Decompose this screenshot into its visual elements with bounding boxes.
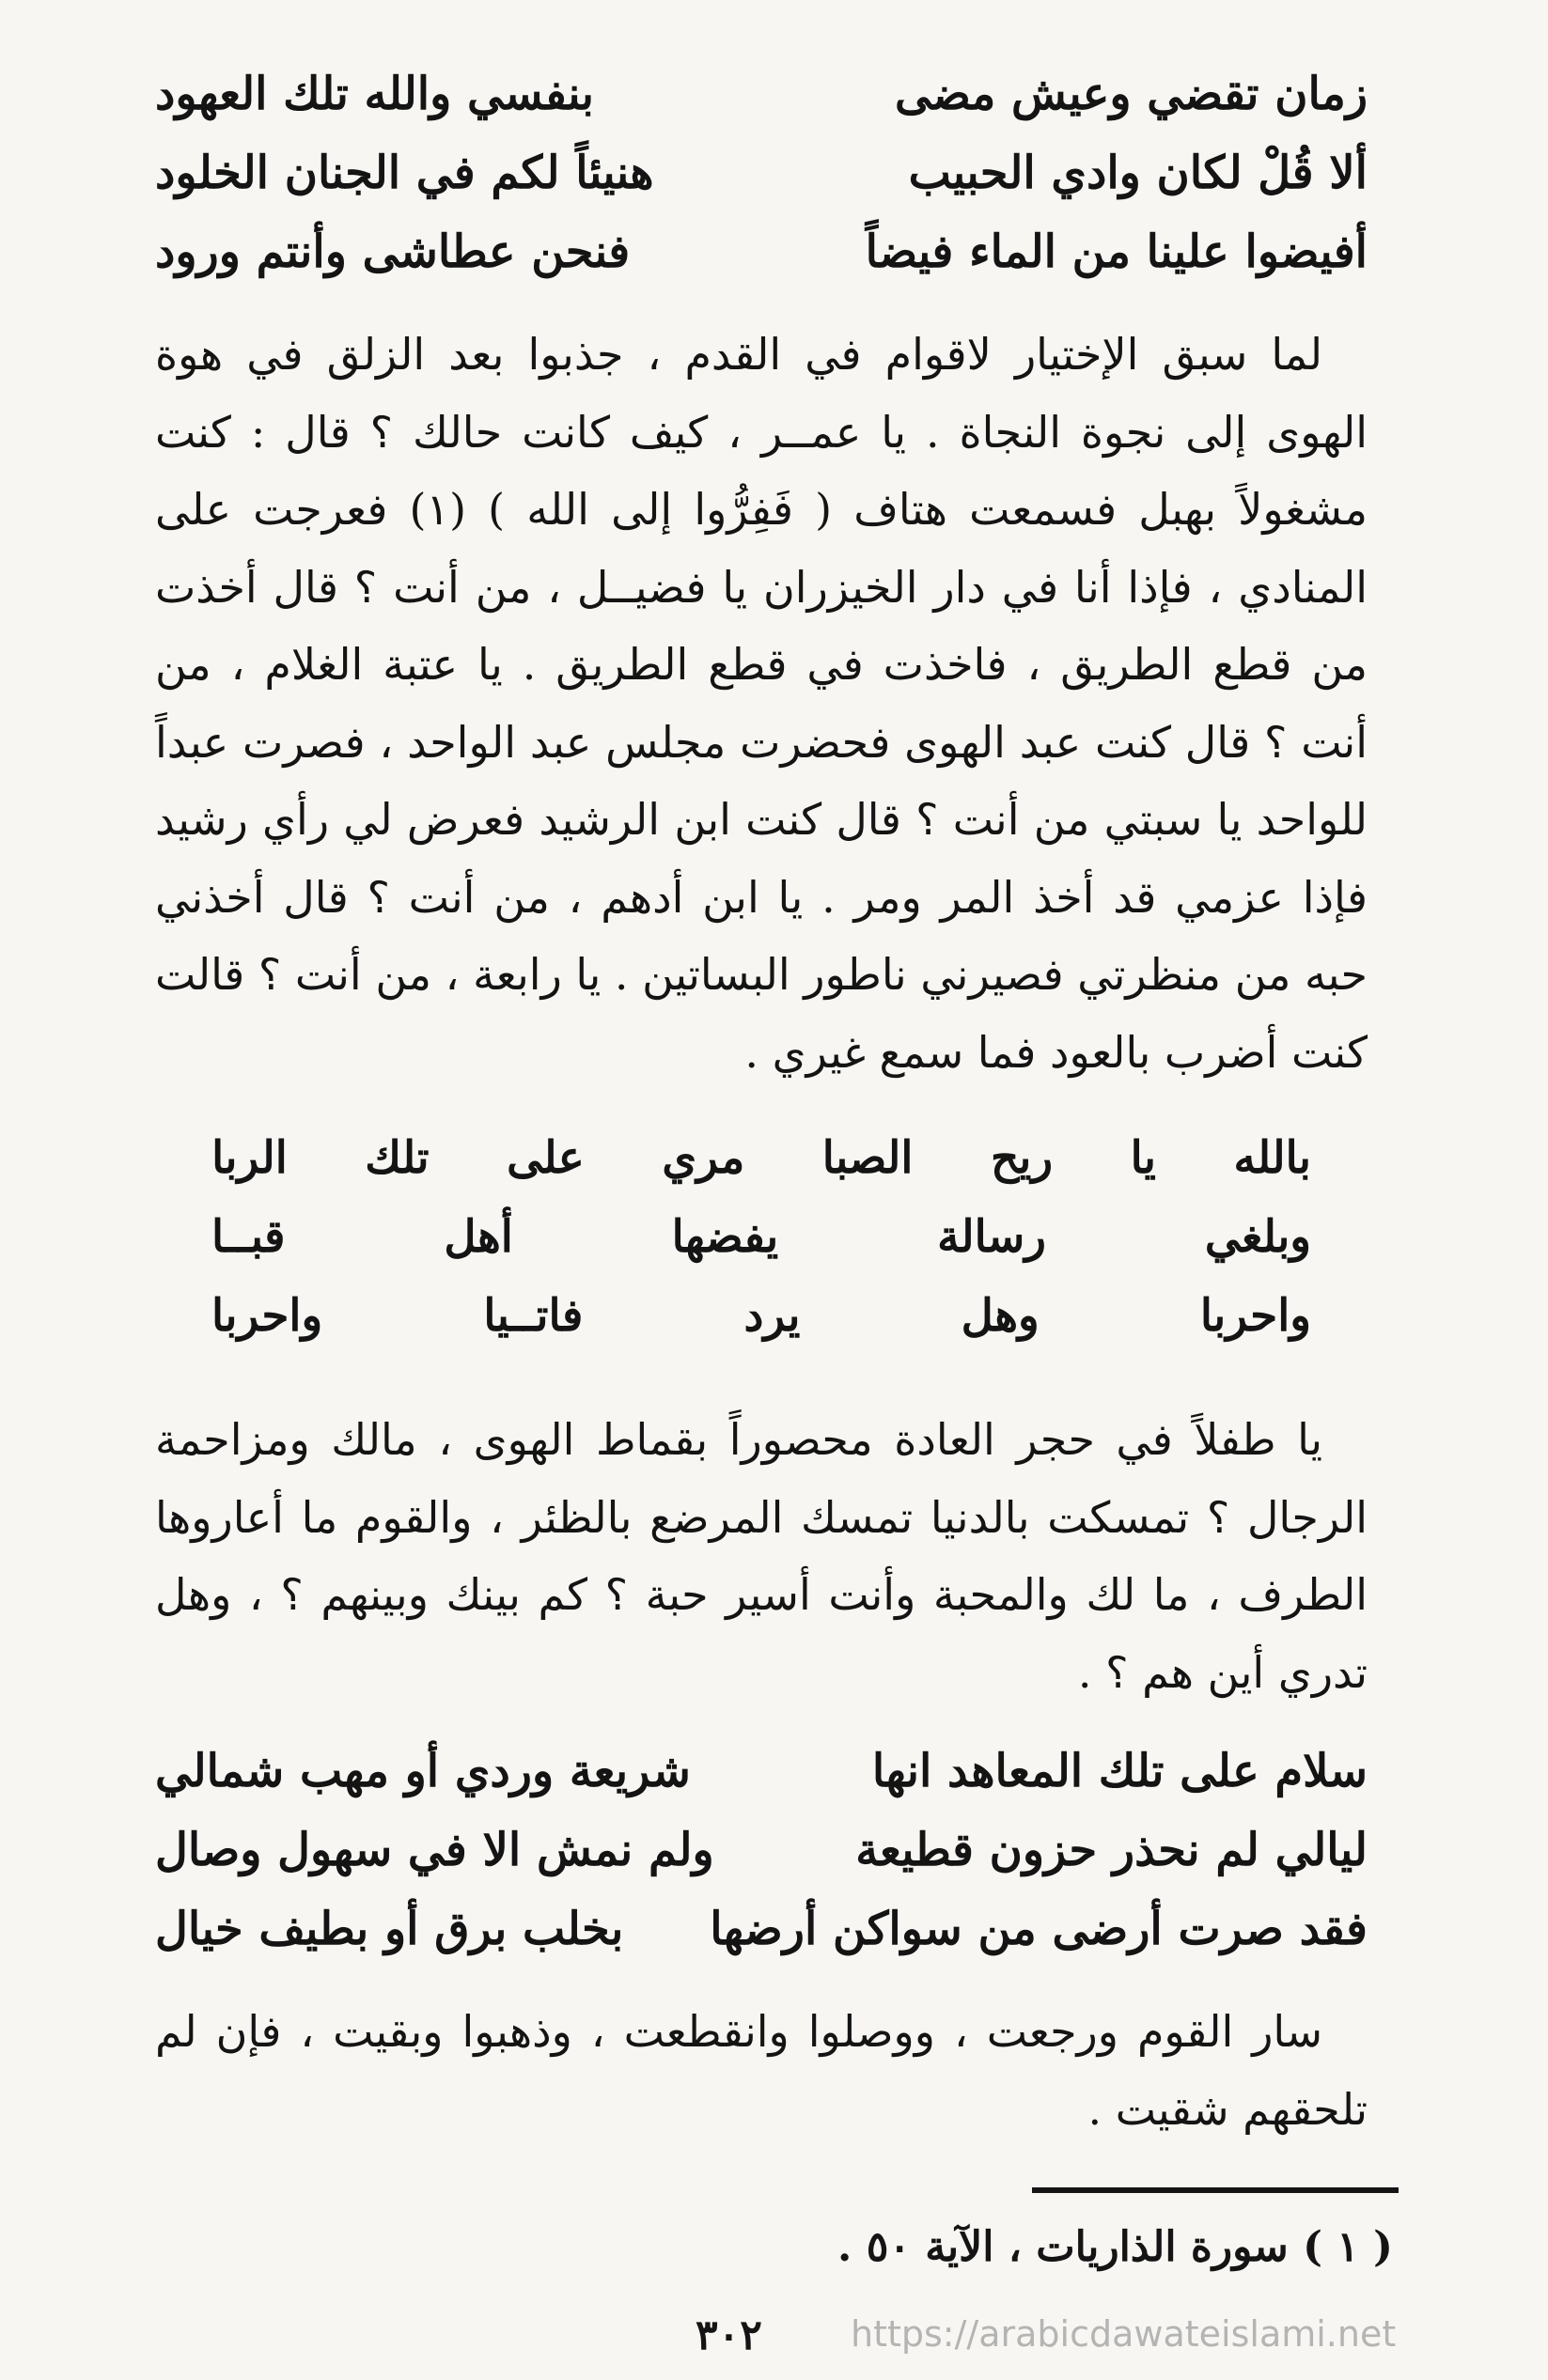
verse-line: [155, 1732, 1368, 1811]
verse-second-hemistich: بنفسي والله تلك العهود: [155, 68, 594, 120]
song-word: بالله: [1233, 1132, 1311, 1184]
verse-second-hemistich: ولم نمش الا في سهول وصال: [155, 1824, 714, 1876]
song-word: واحربا: [211, 1290, 323, 1342]
song-word: وبلغي: [1204, 1211, 1311, 1263]
song-word: الربا: [211, 1132, 288, 1184]
song-word: على: [507, 1132, 585, 1184]
song-row: [211, 1119, 1311, 1198]
verse-first-hemistich: فقد صرت أرضى من سواكن أرضها: [710, 1903, 1368, 1955]
poem-bottom: [155, 1732, 1368, 1968]
verse-first-hemistich: ألا قُلْ لكان وادي الحبيب: [908, 147, 1368, 199]
song-word: مري: [662, 1132, 745, 1184]
song-verses: [211, 1119, 1311, 1356]
song-word: واحربا: [1199, 1290, 1311, 1342]
song-word: فاتــيا: [483, 1290, 584, 1342]
footnote: ( ١ ) سورة الذاريات ، الآية ٥٠ .: [837, 2223, 1393, 2271]
paragraph-child: يا طفلاً في حجر العادة محصوراً بقماط الهوى ، مالك ومزاحمة الرجال ؟ تمسكت بالدنيا تمسك المرضع بالظئر ، والقوم ما أعاروها الطرف ، ما لك والمحبة وأنت أسير حبة ؟ كم بينك وبينهم ؟ ، وهل تدري أين هم ؟ .: [155, 1414, 1368, 1698]
verse-first-hemistich: سلام على تلك المعاهد انها: [871, 1745, 1368, 1797]
verse-line: [155, 1890, 1368, 1968]
song-word: رسالة: [937, 1211, 1046, 1263]
song-word: يرد: [743, 1290, 801, 1342]
song-word: أهل: [444, 1211, 513, 1263]
page-body: [155, 54, 1368, 2169]
song-word: ريح: [990, 1132, 1054, 1184]
verse-first-hemistich: ليالي لم نحذر حزون قطيعة: [855, 1824, 1368, 1876]
page-number: ٣٠٢: [696, 2311, 762, 2359]
verse-line: [155, 212, 1368, 291]
paragraph-main: لما سبق الإختيار لاقوام في القدم ، جذبوا بعد الزلق في هوة الهوى إلى نجوة النجاة . يا عمــر ، كيف كانت حالك ؟ قال : كنت مشغولاً بهبل فسمعت هتاف ( فَفِرُّوا إلى الله ) (١) فعرجت على المنادي ، فإذا أنا في دار الخيزران يا فضيــل ، من أنت ؟ قال أخذت من قطع الطريق ، فاخذت في قطع الطريق . يا عتبة الغلام ، من أنت ؟ قال كنت عبد الهوى فحضرت مجلس عبد الواحد ، فصرت عبداً للواحد يا سبتي من أنت ؟ قال كنت ابن الرشيد فعرض لي رأي رشيد فإذا عزمي قد أخذ المر ومر . يا ابن أدهم ، من أنت ؟ قال أخذني حبه من منظرتي فصيرني ناطور البساتين . يا رابعة ، من أنت ؟ قالت كنت أضرب بالعود فما سمع غيري .: [155, 329, 1368, 1078]
song-word: يا: [1130, 1132, 1156, 1184]
song-word: الصبا: [821, 1132, 914, 1184]
verse-line: [155, 1811, 1368, 1890]
verse-line: [155, 54, 1368, 133]
song-row: [211, 1277, 1311, 1356]
song-row: [211, 1198, 1311, 1277]
song-word: قبــا: [211, 1211, 286, 1263]
verse-second-hemistich: فنحن عطاشى وأنتم ورود: [155, 226, 631, 278]
watermark-url: https://arabicdawateislami.net: [851, 2313, 1397, 2355]
verse-second-hemistich: بخلب برق أو بطيف خيال: [155, 1903, 624, 1955]
song-word: وهل: [961, 1290, 1040, 1342]
poem-top: [155, 54, 1368, 291]
verse-second-hemistich: هنيئاً لكم في الجنان الخلود: [155, 147, 654, 199]
verse-first-hemistich: أفيضوا علينا من الماء فيضاً: [865, 226, 1368, 278]
verse-line: [155, 133, 1368, 212]
footnote-divider: [1032, 2187, 1399, 2193]
verse-first-hemistich: زمان تقضي وعيش مضى: [894, 68, 1368, 120]
song-word: تلك: [365, 1132, 430, 1184]
song-word: يفضها: [671, 1211, 779, 1263]
verse-second-hemistich: شريعة وردي أو مهب شمالي: [155, 1745, 691, 1797]
paragraph-end: سار القوم ورجعت ، ووصلوا وانقطعت ، وذهبوا وبقيت ، فإن لم تلحقهم شقيت .: [155, 2006, 1368, 2135]
